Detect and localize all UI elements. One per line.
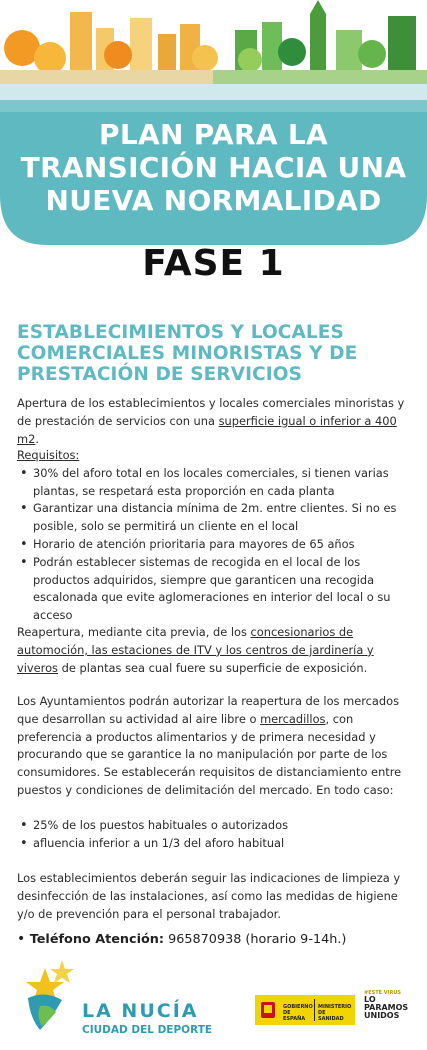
- title-line: PLAN PARA LA: [99, 118, 328, 151]
- footer: [0, 960, 427, 1050]
- hygiene-paragraph: Los establecimientos deberán seguir las indicaciones de limpieza y desinfección de las instalaciones, así como las medidas de higiene y/o de prevención para el personal trabajador.: [17, 871, 401, 921]
- list-item: • 25% de los puestos habituales o autorizados: [17, 817, 412, 835]
- la-nucia-logo-icon: [0, 960, 427, 1050]
- la-nucia-logo-tagline: CIUDAD DEL DEPORTE: [82, 1024, 213, 1036]
- campaign-logo: #ESTE VIRUS LO PARAMOS UNIDOS: [364, 990, 409, 1020]
- phone-line: • Teléfono Atención: 965870938 (horario 9-14h.): [17, 931, 347, 947]
- phone-number[interactable]: 965870938 (horario 9-14h.): [168, 932, 347, 947]
- markets-list: [17, 817, 412, 853]
- list-item: • Horario de atención prioritaria para mayores de 65 años: [17, 536, 412, 554]
- gov-label: GOBIERNO DE ESPAÑA: [283, 1004, 313, 1022]
- header-banner: [0, 0, 427, 310]
- list-item: • Podrán establecer sistemas de recogida en el local de los productos adquiridos, siempre que garanticen una recogida escalonada que evite aglomeraciones en interior del local o su acceso: [17, 554, 412, 625]
- phase-title: FASE 1: [142, 243, 285, 284]
- ministry-label: MINISTERIO DE SANIDAD: [318, 1004, 352, 1022]
- requirements-label: Requisitos:: [17, 448, 80, 462]
- surface-link: superficie igual o inferior a 400 m2: [17, 413, 397, 446]
- title-line: TRANSICIÓN HACIA UNA: [20, 151, 407, 184]
- intro-paragraph: Apertura de los establecimientos y locales comerciales minoristas y de prestación de servicios con una superficie igual o inferior a 400 m2.: [17, 396, 405, 446]
- la-nucia-logo-text: LA NUCÍA: [82, 1000, 199, 1022]
- plan-title: [0, 118, 427, 217]
- phone-label: Teléfono Atención:: [29, 932, 165, 947]
- list-item: • Garantizar una distancia mínima de 2m. entre clientes. Si no es posible, solo se permitirá un cliente en el local: [17, 500, 412, 536]
- requirements-block: [17, 447, 412, 625]
- coat-of-arms-icon: [259, 999, 277, 1021]
- gov-divider: [314, 999, 315, 1021]
- markets-conditions: [17, 817, 412, 853]
- markets-paragraph: Los Ayuntamientos podrán autorizar la reapertura de los mercados que desarrollan su actividad al aire libre o mercadillos, con preferencia a productos alimentarios y de primera necesidad y procurando que se garantice la no manipulación por parte de los consumidores. Se establecerán requisitos de distanciamiento entre puestos y condiciones de delimitación del mercado. En todo caso:: [17, 694, 402, 797]
- reopening-paragraph: Reapertura, mediante cita previa, de los concesionarios de automoción, las estaciones de ITV y los centros de jardinería y viveros de plantas sea cual fuere su superficie de exposición.: [17, 625, 374, 675]
- list-item: • afluencia inferior a un 1/3 del aforo habitual: [17, 835, 412, 853]
- section-title-line: PRESTACIÓN DE SERVICIOS: [17, 364, 303, 385]
- section-title-line: ESTABLECIMIENTOS Y LOCALES: [17, 322, 344, 343]
- section-title-line: COMERCIALES MINORISTAS Y DE: [17, 343, 358, 364]
- dealers-link: concesionarios de automoción, las estaciones de ITV y los centros de jardinería y viveros: [17, 625, 374, 675]
- list-item: • 30% del aforo total en los locales comerciales, si tienen varias plantas, se respetará esta proporción en cada planta: [17, 465, 412, 501]
- title-line: NUEVA NORMALIDAD: [45, 184, 382, 217]
- government-logo: [255, 995, 355, 1025]
- requirements-list: [17, 465, 412, 625]
- markets-link: mercadillos: [260, 711, 326, 726]
- section-title: [17, 322, 417, 385]
